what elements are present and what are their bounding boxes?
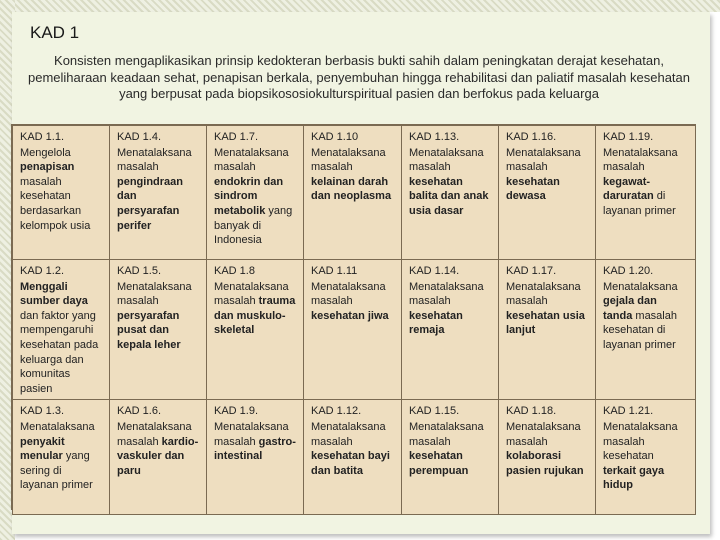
- competency-cell: [402, 126, 499, 260]
- competency-keyword: kesehatan remaja: [409, 309, 463, 337]
- competency-cell: [499, 126, 596, 260]
- competency-description: [603, 421, 678, 491]
- competency-cell: [110, 126, 207, 260]
- competency-text: yang sering di layanan primer: [20, 450, 93, 492]
- competency-text: Menatalaksana masalah: [409, 420, 484, 448]
- competency-description: [409, 421, 484, 477]
- competency-text: Menatalaksana masalah: [311, 146, 386, 174]
- competency-code: KAD 1.18.: [506, 405, 557, 418]
- competency-text: Menatalaksana masalah: [117, 146, 192, 174]
- competency-text: masalah kesehatan di layanan primer: [603, 309, 677, 351]
- competency-code: KAD 1.15.: [409, 405, 460, 418]
- competency-keyword: endokrin dan sindrom metabolik: [214, 175, 284, 217]
- competency-text: Menatalaksana masalah: [506, 280, 581, 308]
- competency-code: KAD 1.9.: [214, 405, 259, 418]
- competency-description: [311, 147, 391, 203]
- competency-code: KAD 1.10: [311, 131, 359, 143]
- competency-text: Menatalaksana masalah: [214, 420, 289, 448]
- competency-cell: [402, 260, 499, 400]
- background-pattern-top: [0, 0, 720, 12]
- competency-keyword: Menggali sumber daya: [20, 280, 88, 308]
- competency-code: KAD 1.17.: [506, 265, 557, 277]
- competency-description: [214, 147, 292, 247]
- competency-keyword: penapisan: [20, 161, 75, 174]
- competency-cell: [596, 260, 696, 400]
- competency-code: KAD 1.16.: [506, 131, 557, 143]
- competency-description: [311, 281, 389, 322]
- competency-keyword: persyarafan pusat dan kepala leher: [117, 309, 181, 351]
- competency-code: KAD 1.21.: [603, 405, 654, 418]
- competency-description: [603, 281, 678, 351]
- competency-cell: [207, 126, 304, 260]
- competency-text: Menatalaksana masalah kesehatan: [603, 420, 678, 463]
- competency-keyword: kardio-vaskuler dan paru: [117, 435, 199, 477]
- competency-description: [117, 421, 198, 477]
- competency-text: Menatalaksana masalah: [506, 146, 581, 174]
- competency-description: [117, 147, 192, 232]
- competency-description: [409, 281, 484, 337]
- competency-description: [506, 147, 581, 203]
- competency-text: Menatalaksana masalah: [214, 280, 289, 308]
- competency-keyword: trauma dan muskulo-skeletal: [214, 295, 296, 337]
- competency-description: [311, 421, 390, 477]
- competency-code: KAD 1.1.: [20, 131, 65, 143]
- competency-text: Menatalaksana masalah: [506, 420, 581, 448]
- competency-cell: [304, 126, 402, 260]
- competency-description: [409, 147, 488, 217]
- slide-intro-text: Konsisten mengaplikasikan prinsip kedokteran berbasis bukti sahih dalam peningkatan derajat kesehatan, pemeliharaan keadaan sehat, penapisan berkala, penyembuhan hingga rehabilitasi dan paliatif masalah kesehatan yang berpusat pada biopsikososiokulturspiritual pasien dan berfokus pada keluarga: [27, 53, 691, 101]
- competency-code: KAD 1.11: [311, 265, 358, 277]
- competency-text: Menatalaksana masalah: [117, 420, 192, 448]
- competency-cell: [13, 126, 110, 260]
- competency-description: [20, 147, 90, 232]
- competency-text: Menatalaksana masalah: [409, 146, 484, 174]
- competency-cell: [207, 400, 304, 515]
- competency-cell: [499, 260, 596, 400]
- competency-code: KAD 1.20.: [603, 265, 654, 277]
- competency-description: [20, 281, 98, 395]
- competency-text: Menatalaksana masalah: [311, 420, 386, 448]
- competency-code: KAD 1.4.: [117, 131, 162, 143]
- table-row: [13, 260, 696, 400]
- competency-cell: [499, 400, 596, 515]
- competency-code: KAD 1.5.: [117, 265, 162, 277]
- competency-table: [11, 124, 696, 510]
- competency-text: Menatalaksana masalah: [214, 146, 289, 174]
- competency-cell: [110, 260, 207, 400]
- competency-keyword: kesehatan perempuan: [409, 450, 469, 477]
- competency-keyword: kesehatan bayi dan batita: [311, 450, 390, 477]
- competency-code: KAD 1.14.: [409, 265, 460, 277]
- competency-keyword: gejala dan tanda: [603, 295, 657, 322]
- competency-description: [506, 281, 585, 337]
- competency-keyword: kesehatan dewasa: [506, 175, 560, 203]
- competency-cell: [304, 260, 402, 400]
- competency-cell: [110, 400, 207, 515]
- competency-keyword: kolaborasi pasien rujukan: [506, 450, 584, 477]
- competency-text: dan faktor yang mempengaruhi kesehatan pada keluarga dan komunitas pasien: [20, 309, 99, 395]
- competency-text: Menatalaksana masalah: [603, 146, 678, 174]
- slide-title: KAD 1: [30, 23, 80, 42]
- competency-code: KAD 1.3.: [20, 405, 65, 418]
- competency-text: Menatalaksana masalah: [117, 280, 192, 308]
- competency-keyword: gastro-intestinal: [214, 435, 296, 463]
- competency-keyword: kegawat-daruratan: [603, 175, 654, 203]
- competency-keyword: kesehatan balita dan anak usia dasar: [409, 175, 489, 217]
- competency-code: KAD 1.6.: [117, 405, 162, 418]
- competency-cell: [304, 400, 402, 515]
- table-row: [13, 400, 696, 515]
- competency-description: [506, 421, 584, 477]
- competency-text: Menatalaksana: [20, 420, 95, 433]
- competency-code: KAD 1.7.: [214, 131, 259, 143]
- competency-table-body: [13, 126, 696, 515]
- competency-text: masalah kesehatan berdasarkan kelompok usia: [20, 175, 91, 232]
- competency-text: Mengelola: [20, 146, 71, 159]
- competency-code: KAD 1.12.: [311, 405, 362, 418]
- competency-description: [603, 147, 678, 217]
- competency-cell: [402, 400, 499, 515]
- competency-description: [214, 421, 296, 462]
- competency-cell: [207, 260, 304, 400]
- competency-code: KAD 1.19.: [603, 131, 654, 143]
- competency-description: [117, 281, 192, 351]
- competency-cell: [596, 400, 696, 515]
- competency-text: yang banyak di Indonesia: [214, 204, 293, 247]
- competency-keyword: kelainan darah dan neoplasma: [311, 175, 392, 203]
- competency-keyword: kesehatan jiwa: [311, 309, 389, 322]
- competency-cell: [13, 260, 110, 400]
- competency-keyword: penyakit menular: [20, 435, 65, 463]
- competency-code: KAD 1.13.: [409, 131, 460, 143]
- competency-text: Menatalaksana masalah: [311, 280, 386, 308]
- competency-keyword: kesehatan usia lanjut: [506, 309, 585, 337]
- competency-cell: [13, 400, 110, 515]
- competency-text: Menatalaksana masalah: [409, 280, 484, 308]
- competency-text: Menatalaksana: [603, 280, 678, 293]
- competency-text: di layanan primer: [603, 190, 676, 217]
- competency-keyword: terkait gaya hidup: [603, 464, 665, 492]
- competency-description: [214, 281, 295, 337]
- table-row: [13, 126, 696, 260]
- competency-cell: [596, 126, 696, 260]
- competency-code: KAD 1.8: [214, 265, 255, 277]
- competency-keyword: pengindraan dan persyarafan perifer: [117, 175, 184, 232]
- competency-code: KAD 1.2.: [20, 265, 65, 277]
- competency-description: [20, 421, 95, 491]
